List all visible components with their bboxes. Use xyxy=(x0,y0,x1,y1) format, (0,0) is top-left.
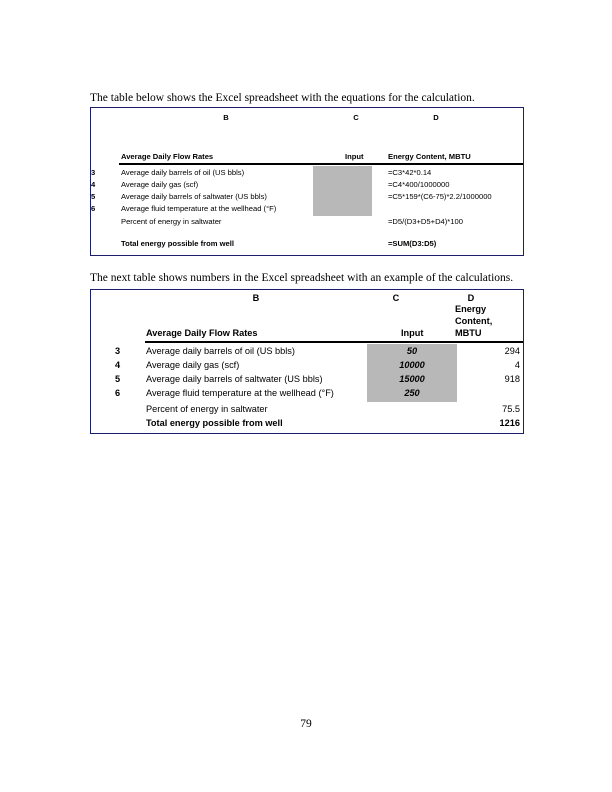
row-input-value[interactable]: 10000 xyxy=(399,360,425,370)
percent-formula: =D5/(D3+D5+D4)*100 xyxy=(388,217,463,226)
row-number: 3 xyxy=(91,168,96,177)
header-energy-line: Content, xyxy=(455,316,493,326)
percent-label: Percent of energy in saltwater xyxy=(146,404,268,414)
col-letter-d: D xyxy=(467,293,475,303)
row-number: 6 xyxy=(91,204,96,213)
col-letter-c: C xyxy=(353,113,359,122)
percent-label: Percent of energy in saltwater xyxy=(121,217,222,226)
row-label: Average daily barrels of saltwater (US bbls) xyxy=(146,374,323,384)
total-formula: =SUM(D3:D5) xyxy=(388,239,437,248)
total-label: Total energy possible from well xyxy=(121,239,234,248)
header-input: Input xyxy=(345,152,364,161)
header-input: Input xyxy=(401,328,424,338)
row-label: Average fluid temperature at the wellhead (°F) xyxy=(121,204,277,213)
input-cells-shaded xyxy=(313,166,372,216)
row-number: 6 xyxy=(115,388,121,398)
col-letter-b: B xyxy=(252,293,260,303)
row-number: 3 xyxy=(115,346,121,356)
row-formula: =C4*400/1000000 xyxy=(388,180,450,189)
example-spreadsheet xyxy=(90,289,524,434)
col-letter-b: B xyxy=(223,113,229,122)
caption-formula-table: The table below shows the Excel spreadsheet with the equations for the calculation. xyxy=(90,92,475,104)
col-letter-d: D xyxy=(433,113,439,122)
header-energy: Energy Content, MBTU xyxy=(388,152,471,161)
header-energy-line: Energy xyxy=(455,304,487,314)
col-letter-c: C xyxy=(392,293,400,303)
header-rule xyxy=(119,163,523,165)
row-number: 5 xyxy=(115,374,121,384)
header-flow-rates: Average Daily Flow Rates xyxy=(146,328,258,338)
formula-spreadsheet xyxy=(90,107,524,256)
row-label: Average daily barrels of oil (US bbls) xyxy=(121,168,245,177)
header-rule xyxy=(145,341,523,343)
header-flow-rates: Average Daily Flow Rates xyxy=(121,152,214,161)
row-input-value[interactable]: 50 xyxy=(406,346,418,356)
total-value: 1216 xyxy=(499,418,520,428)
row-label: Average daily gas (scf) xyxy=(146,360,240,370)
row-number: 4 xyxy=(91,180,96,189)
row-label: Average daily barrels of oil (US bbls) xyxy=(146,346,295,356)
caption-example-table: The next table shows numbers in the Excel spreadsheet with an example of the calculations. xyxy=(90,272,514,284)
row-energy-value: 918 xyxy=(504,374,520,384)
row-input-value[interactable]: 250 xyxy=(404,388,420,398)
row-formula: =C3*42*0.14 xyxy=(388,168,432,177)
row-label: Average daily gas (scf) xyxy=(121,180,199,189)
row-label: Average daily barrels of saltwater (US bbls) xyxy=(121,192,267,201)
row-input-value[interactable]: 15000 xyxy=(399,374,425,384)
row-formula: =C5*159*(C6-75)*2.2/1000000 xyxy=(388,192,492,201)
page-number: 79 xyxy=(300,718,312,730)
total-label: Total energy possible from well xyxy=(146,418,283,428)
percent-value: 75.5 xyxy=(502,404,520,414)
row-number: 4 xyxy=(115,360,121,370)
row-label: Average fluid temperature at the wellhead (°F) xyxy=(146,388,334,398)
row-energy-value: 4 xyxy=(514,360,520,370)
row-number: 5 xyxy=(91,192,96,201)
row-energy-value: 294 xyxy=(504,346,520,356)
header-energy-line: MBTU xyxy=(455,328,482,338)
